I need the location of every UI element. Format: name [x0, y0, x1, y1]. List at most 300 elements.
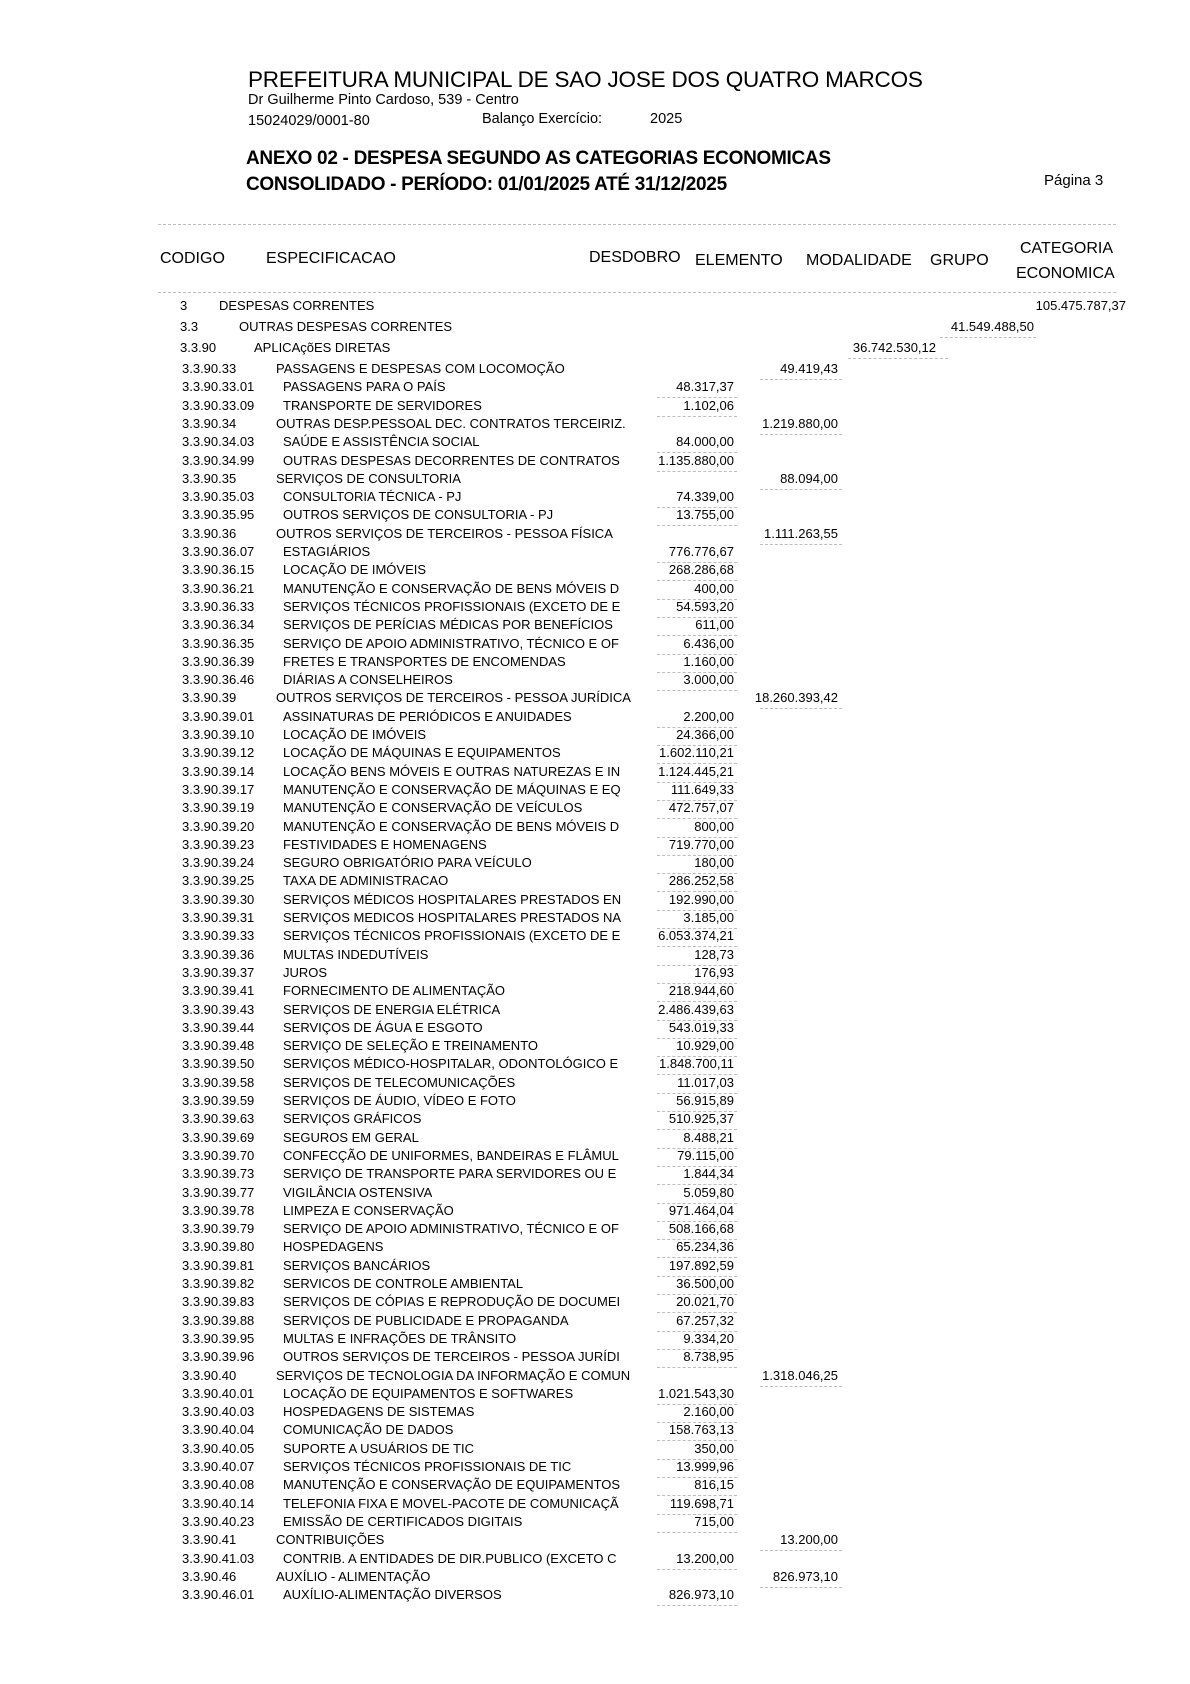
row-description: OUTROS SERVIÇOS DE TERCEIROS - PESSOA JURÍDICA [276, 690, 631, 706]
row-description: MULTAS INDEDUTÍVEIS [283, 946, 429, 962]
row-amount: 9.334,20 [683, 1330, 734, 1346]
row-code: 3.3.90.40.03 [182, 1404, 255, 1420]
col-header-modalidade: MODALIDADE [806, 252, 912, 269]
row-amount: 611,00 [695, 617, 734, 633]
row-code: 3.3.90.39.17 [182, 781, 255, 797]
amount-underline [940, 337, 1036, 338]
row-code: 3.3.90.40.23 [182, 1513, 255, 1529]
row-code: 3.3.90.34.99 [182, 452, 255, 468]
table-row [0, 1495, 1190, 1513]
row-amount: 816,15 [694, 1477, 734, 1493]
row-description: SERVIÇOS TÉCNICOS PROFISSIONAIS DE TIC [283, 1459, 572, 1474]
row-code: 3.3.90.39.36 [182, 946, 255, 962]
row-amount: 11.017,03 [677, 1074, 734, 1090]
row-description: SERVIÇOS BANCÁRIOS [283, 1257, 431, 1273]
row-amount: 74.339,00 [676, 489, 734, 505]
table-row [0, 1220, 1190, 1238]
row-amount: 1.602.110,21 [659, 745, 734, 761]
header-bottom-divider [158, 292, 1116, 293]
row-description: SERVIÇOS TÉCNICOS PROFISSIONAIS (EXCETO DE E [283, 598, 621, 614]
table-row [0, 1348, 1190, 1366]
row-amount: 20.021,70 [676, 1294, 734, 1310]
row-code: 3.3.90.41.03 [182, 1550, 255, 1566]
row-description: VIGILÂNCIA OSTENSIVA [283, 1184, 433, 1200]
row-amount: 6.436,00 [683, 635, 734, 651]
row-description: SERVIÇOS DE PUBLICIDADE E PROPAGANDA [283, 1312, 569, 1328]
row-amount: 88.094,00 [780, 470, 838, 486]
row-description: SUPORTE A USUÁRIOS DE TIC [283, 1440, 474, 1456]
row-amount: 13.999,96 [676, 1459, 734, 1474]
row-amount: 105.475.787,37 [1035, 298, 1126, 313]
row-code: 3.3.90.36.21 [182, 580, 255, 596]
row-description: OUTRAS DESP.PESSOAL DEC. CONTRATOS TERCEIRIZ. [276, 415, 626, 431]
row-description: DIÁRIAS A CONSELHEIROS [283, 672, 453, 688]
table-row [0, 726, 1190, 744]
row-amount: 13.755,00 [676, 507, 734, 523]
table-row [0, 1513, 1190, 1531]
row-code: 3.3.90.36.33 [182, 598, 255, 614]
row-description: FORNECIMENTO DE ALIMENTAÇÃO [283, 983, 505, 999]
balance-label: Balanço Exercício: [482, 111, 603, 127]
row-code: 3.3.90.40.04 [182, 1422, 255, 1438]
row-code: 3.3.90.39.33 [182, 928, 255, 944]
row-code: 3 [180, 298, 188, 313]
row-code: 3.3.90.39.12 [182, 745, 255, 761]
row-amount: 2.486.439,63 [658, 1001, 734, 1017]
row-code: 3.3.90.33.09 [182, 397, 255, 413]
org-title: PREFEITURA MUNICIPAL DE SAO JOSE DOS QUATRO MARCOS [248, 67, 923, 92]
row-description: TELEFONIA FIXA E MOVEL-PACOTE DE COMUNICAÇÃ [283, 1495, 619, 1511]
table-row [0, 1165, 1190, 1183]
row-description: SERVIÇOS DE CÓPIAS E REPRODUÇÃO DE DOCUMEI [283, 1294, 621, 1310]
report-annex-title: ANEXO 02 - DESPESA SEGUNDO AS CATEGORIAS ECONOMICAS [246, 148, 831, 169]
row-description: OUTROS SERVIÇOS DE TERCEIROS - PESSOA JURÍDI [283, 1349, 620, 1365]
row-description: PASSAGENS PARA O PAÍS [283, 379, 446, 395]
row-description: SERVIÇOS DE PERÍCIAS MÉDICAS POR BENEFÍCIOS [283, 617, 613, 633]
table-row [0, 982, 1190, 1000]
table-row [0, 506, 1190, 524]
row-description: SERVIÇOS DE ENERGIA ELÉTRICA [283, 1001, 501, 1017]
row-description: COMUNICAÇÃO DE DADOS [283, 1422, 454, 1438]
table-row [0, 543, 1190, 561]
row-amount: 472.757,07 [668, 800, 734, 816]
row-amount: 1.219.880,00 [762, 415, 838, 431]
col-header-codigo: CODIGO [160, 250, 225, 267]
row-description: SERVIÇOS DE TELECOMUNICAÇÕES [283, 1074, 516, 1090]
row-description: OUTRAS DESPESAS DECORRENTES DE CONTRATOS [283, 452, 620, 468]
table-row [0, 964, 1190, 982]
row-amount: 508.166,68 [668, 1221, 734, 1237]
row-description: CONTRIBUIÇÕES [276, 1532, 385, 1548]
row-description: FESTIVIDADES E HOMENAGENS [283, 836, 487, 852]
row-description: HOSPEDAGENS DE SISTEMAS [283, 1404, 475, 1420]
row-amount: 826.973,10 [772, 1568, 838, 1584]
row-amount: 36.500,00 [676, 1276, 734, 1291]
table-row [0, 1019, 1190, 1037]
row-description: HOSPEDAGENS [283, 1239, 384, 1255]
table-row [0, 1001, 1190, 1019]
row-description: SERVIÇOS DE CONSULTORIA [276, 470, 461, 486]
table-row [0, 909, 1190, 927]
row-code: 3.3.90.39.37 [182, 964, 255, 980]
table-row [0, 818, 1190, 836]
table-row [0, 1257, 1190, 1275]
row-code: 3.3.90.36.07 [182, 544, 255, 559]
row-code: 3.3.90.39.41 [182, 983, 255, 999]
row-description: SERVIÇO DE SELEÇÃO E TREINAMENTO [283, 1038, 539, 1054]
row-code: 3.3.90.36.46 [182, 672, 255, 688]
table-row [0, 360, 1190, 378]
table-row [0, 433, 1190, 451]
table-row [0, 561, 1190, 579]
row-code: 3.3.90.39.31 [182, 910, 255, 925]
row-code: 3.3.90.39.01 [182, 708, 255, 724]
row-amount: 268.286,68 [668, 562, 734, 578]
row-amount: 54.593,20 [676, 598, 734, 614]
row-code: 3.3.90.40.05 [182, 1440, 255, 1456]
row-amount: 2.200,00 [683, 708, 734, 724]
table-row [0, 339, 1190, 357]
table-row [0, 1440, 1190, 1458]
row-description: MANUTENÇÃO E CONSERVAÇÃO DE MÁQUINAS E EQ [283, 781, 621, 797]
row-description: APLICAçõES DIRETAS [254, 340, 391, 355]
table-row [0, 1147, 1190, 1165]
table-row [0, 580, 1190, 598]
row-code: 3.3.90.40.01 [182, 1385, 255, 1401]
row-amount: 13.200,00 [780, 1532, 838, 1548]
table-row [0, 1476, 1190, 1494]
row-code: 3.3.90.33 [182, 361, 237, 376]
table-row [0, 1293, 1190, 1311]
row-code: 3.3.90.39.88 [182, 1312, 255, 1328]
table-row [0, 318, 1190, 336]
row-amount: 13.200,00 [676, 1550, 734, 1566]
col-header-categoria: CATEGORIA [1020, 240, 1114, 257]
row-description: LOCAÇÃO DE MÁQUINAS E EQUIPAMENTOS [283, 745, 561, 761]
row-amount: 1.848.700,11 [659, 1056, 734, 1072]
row-code: 3.3.90.39.80 [182, 1239, 255, 1255]
header-top-divider [158, 224, 1116, 225]
table-row [0, 708, 1190, 726]
row-code: 3.3.90.40 [182, 1367, 237, 1383]
table-row [0, 616, 1190, 634]
row-code: 3.3.90.35.95 [182, 507, 255, 523]
row-amount: 1.102,06 [683, 397, 734, 413]
table-row [0, 1586, 1190, 1604]
row-code: 3.3.90.34.03 [182, 434, 255, 450]
row-code: 3.3.90.39.59 [182, 1093, 255, 1108]
report-period: CONSOLIDADO - PERÍODO: 01/01/2025 ATÉ 31/12/2025 [246, 174, 727, 195]
row-amount: 24.366,00 [676, 727, 734, 742]
col-header-desdobro: DESDOBRO [589, 249, 681, 266]
row-description: MANUTENÇÃO E CONSERVAÇÃO DE BENS MÓVEIS D [283, 580, 620, 596]
row-amount: 180,00 [694, 855, 734, 871]
row-code: 3.3.90.39.19 [182, 800, 255, 816]
row-amount: 65.234,36 [676, 1239, 734, 1255]
row-code: 3.3 [180, 319, 199, 334]
col-header-elemento: ELEMENTO [695, 252, 783, 269]
row-description: LOCAÇÃO DE IMÓVEIS [283, 727, 427, 742]
row-code: 3.3.90.35.03 [182, 489, 255, 505]
table-row [0, 525, 1190, 543]
row-amount: 158.763,13 [668, 1422, 734, 1438]
row-description: TRANSPORTE DE SERVIDORES [283, 397, 482, 413]
row-code: 3.3.90.39.77 [182, 1184, 255, 1200]
row-code: 3.3.90.39.43 [182, 1001, 255, 1017]
row-code: 3.3.90.33.01 [182, 379, 255, 395]
table-row [0, 598, 1190, 616]
col-header-grupo: GRUPO [930, 252, 989, 269]
row-description: SERVIÇOS DE ÁUDIO, VÍDEO E FOTO [283, 1093, 516, 1108]
table-row [0, 1092, 1190, 1110]
row-description: SERVIÇOS MÉDICO-HOSPITALAR, ODONTOLÓGICO E [283, 1056, 619, 1072]
row-description: MANUTENÇÃO E CONSERVAÇÃO DE EQUIPAMENTOS [283, 1477, 621, 1493]
row-code: 3.3.90.34 [182, 415, 237, 431]
table-row [0, 470, 1190, 488]
table-row [0, 1129, 1190, 1147]
table-row [0, 1074, 1190, 1092]
row-amount: 6.053.374,21 [658, 928, 734, 944]
row-amount: 10.929,00 [676, 1038, 734, 1054]
row-description: CONFECÇÃO DE UNIFORMES, BANDEIRAS E FLÂMUL [283, 1147, 619, 1163]
row-amount: 719.770,00 [668, 836, 734, 852]
row-code: 3.3.90.39.10 [182, 727, 255, 742]
table-row [0, 1110, 1190, 1128]
row-code: 3.3.90.39.70 [182, 1147, 255, 1163]
row-code: 3.3.90.39.20 [182, 818, 255, 834]
row-amount: 18.260.393,42 [754, 690, 838, 706]
row-amount: 826.973,10 [668, 1587, 734, 1603]
row-code: 3.3.90.40.07 [182, 1459, 255, 1474]
row-description: SEGUROS EM GERAL [283, 1129, 419, 1145]
row-code: 3.3.90.35 [182, 470, 237, 486]
row-description: LOCAÇÃO BENS MÓVEIS E OUTRAS NATUREZAS E IN [283, 763, 621, 779]
row-code: 3.3.90.39.58 [182, 1074, 255, 1090]
row-amount: 543.019,33 [668, 1019, 734, 1035]
row-amount: 776.776,67 [668, 544, 734, 559]
amount-underline [848, 358, 948, 359]
row-description: LIMPEZA E CONSERVAÇÃO [283, 1202, 454, 1218]
row-amount: 1.135.880,00 [658, 452, 734, 468]
row-amount: 5.059,80 [683, 1184, 734, 1200]
row-code: 3.3.90.39.44 [182, 1019, 255, 1035]
row-description: MANUTENÇÃO E CONSERVAÇÃO DE VEÍCULOS [283, 800, 583, 816]
row-code: 3.3.90.36.34 [182, 617, 255, 633]
row-description: MULTAS E INFRAÇÕES DE TRÂNSITO [283, 1330, 517, 1346]
row-description: CONTRIB. A ENTIDADES DE DIR.PUBLICO (EXCETO C [283, 1550, 617, 1566]
amount-underline [657, 1605, 737, 1606]
table-row [0, 872, 1190, 890]
row-amount: 1.318.046,25 [762, 1367, 838, 1383]
table-row [0, 1421, 1190, 1439]
row-amount: 3.000,00 [683, 672, 734, 688]
table-row [0, 744, 1190, 762]
row-description: SAÚDE E ASSISTÊNCIA SOCIAL [283, 434, 480, 450]
row-code: 3.3.90.39.63 [182, 1111, 255, 1127]
table-row [0, 763, 1190, 781]
table-row [0, 854, 1190, 872]
row-amount: 1.160,00 [683, 653, 734, 669]
row-code: 3.3.90.39.50 [182, 1056, 255, 1072]
row-description: OUTROS SERVIÇOS DE TERCEIROS - PESSOA FÍSICA [276, 525, 613, 541]
table-row [0, 415, 1190, 433]
row-amount: 128,73 [694, 946, 734, 962]
row-amount: 350,00 [694, 1440, 734, 1456]
row-amount: 971.464,04 [668, 1202, 734, 1218]
table-row [0, 1403, 1190, 1421]
page-number: Página 3 [1044, 172, 1104, 189]
row-amount: 3.185,00 [683, 910, 734, 925]
col-header-especificacao: ESPECIFICACAO [266, 250, 396, 267]
table-row [0, 781, 1190, 799]
row-code: 3.3.90.39.95 [182, 1330, 255, 1346]
row-description: SERVICOS DE CONTROLE AMBIENTAL [283, 1276, 524, 1291]
table-row [0, 297, 1190, 315]
table-row [0, 836, 1190, 854]
table-row [0, 452, 1190, 470]
table-row [0, 799, 1190, 817]
row-description: SERVIÇOS TÉCNICOS PROFISSIONAIS (EXCETO DE E [283, 928, 621, 944]
row-code: 3.3.90.39.79 [182, 1221, 255, 1237]
row-code: 3.3.90.36.35 [182, 635, 255, 651]
col-header-economica: ECONOMICA [1016, 265, 1115, 282]
row-description: ESTAGIÁRIOS [283, 544, 371, 559]
row-amount: 715,00 [694, 1513, 734, 1529]
table-row [0, 1531, 1190, 1549]
row-description: SERVIÇOS MEDICOS HOSPITALARES PRESTADOS NA [283, 910, 622, 925]
row-description: AUXÍLIO-ALIMENTAÇÃO DIVERSOS [283, 1587, 502, 1603]
table-row [0, 689, 1190, 707]
row-amount: 197.892,59 [668, 1257, 734, 1273]
row-code: 3.3.90.36 [182, 525, 237, 541]
row-description: SERVIÇOS DE ÁGUA E ESGOTO [283, 1019, 483, 1035]
row-code: 3.3.90.46.01 [182, 1587, 255, 1603]
row-amount: 286.252,58 [668, 873, 734, 889]
row-amount: 218.944,60 [668, 983, 734, 999]
row-code: 3.3.90.39 [182, 690, 237, 706]
table-row [0, 378, 1190, 396]
row-description: SEGURO OBRIGATÓRIO PARA VEÍCULO [283, 855, 532, 871]
row-description: SERVIÇO DE APOIO ADMINISTRATIVO, TÉCNICO E OF [283, 1221, 619, 1237]
row-code: 3.3.90.40.08 [182, 1477, 255, 1493]
row-description: ASSINATURAS DE PERIÓDICOS E ANUIDADES [283, 708, 572, 724]
table-row [0, 1550, 1190, 1568]
row-amount: 48.317,37 [676, 379, 734, 395]
table-row [0, 1312, 1190, 1330]
row-amount: 8.738,95 [683, 1349, 734, 1365]
row-amount: 400,00 [694, 580, 734, 596]
org-cnpj: 15024029/0001-80 [248, 113, 370, 129]
row-amount: 1.021.543,30 [658, 1385, 734, 1401]
row-code: 3.3.90.39.48 [182, 1038, 255, 1054]
row-amount: 192.990,00 [668, 891, 734, 907]
table-row [0, 891, 1190, 909]
row-amount: 1.844,34 [683, 1166, 734, 1182]
table-row [0, 1330, 1190, 1348]
row-code: 3.3.90.39.14 [182, 763, 255, 779]
row-code: 3.3.90.39.69 [182, 1129, 255, 1145]
row-amount: 800,00 [694, 818, 734, 834]
row-amount: 119.698,71 [669, 1495, 734, 1511]
table-row [0, 1037, 1190, 1055]
row-code: 3.3.90.39.30 [182, 891, 255, 907]
row-code: 3.3.90.41 [182, 1532, 237, 1548]
row-code: 3.3.90.39.96 [182, 1349, 255, 1365]
balance-year: 2025 [650, 111, 683, 127]
row-code: 3.3.90.39.24 [182, 855, 255, 871]
row-description: MANUTENÇÃO E CONSERVAÇÃO DE BENS MÓVEIS D [283, 818, 620, 834]
table-row [0, 1184, 1190, 1202]
row-code: 3.3.90.36.39 [182, 653, 255, 669]
row-code: 3.3.90.39.81 [182, 1257, 255, 1273]
row-code: 3.3.90.39.83 [182, 1294, 255, 1310]
row-amount: 2.160,00 [683, 1404, 734, 1420]
table-row [0, 635, 1190, 653]
row-amount: 111.649,33 [670, 781, 734, 797]
table-row [0, 488, 1190, 506]
row-amount: 1.111.263,55 [764, 525, 838, 541]
table-row [0, 1367, 1190, 1385]
table-row [0, 671, 1190, 689]
row-description: SERVIÇOS GRÁFICOS [283, 1111, 422, 1127]
row-description: SERVIÇO DE APOIO ADMINISTRATIVO, TÉCNICO E OF [283, 635, 619, 651]
row-code: 3.3.90.39.23 [182, 836, 255, 852]
table-row [0, 1238, 1190, 1256]
row-description: LOCAÇÃO DE IMÓVEIS [283, 562, 427, 578]
row-amount: 56.915,89 [676, 1093, 734, 1108]
row-amount: 1.124.445,21 [658, 763, 734, 779]
row-code: 3.3.90.39.25 [182, 873, 255, 889]
table-row [0, 1055, 1190, 1073]
row-amount: 84.000,00 [676, 434, 734, 450]
row-amount: 510.925,37 [668, 1111, 734, 1127]
table-row [0, 397, 1190, 415]
row-description: OUTROS SERVIÇOS DE CONSULTORIA - PJ [283, 507, 554, 523]
table-row [0, 1275, 1190, 1293]
row-amount: 79.115,00 [677, 1147, 734, 1163]
row-description: TAXA DE ADMINISTRACAO [283, 873, 449, 889]
row-description: SERVIÇOS MÉDICOS HOSPITALARES PRESTADOS EN [283, 891, 622, 907]
table-row [0, 1568, 1190, 1586]
row-code: 3.3.90.39.82 [182, 1276, 255, 1291]
row-description: LOCAÇÃO DE EQUIPAMENTOS E SOFTWARES [283, 1385, 574, 1401]
table-row [0, 927, 1190, 945]
row-description: DESPESAS CORRENTES [219, 298, 375, 313]
row-description: OUTRAS DESPESAS CORRENTES [239, 319, 453, 334]
row-description: CONSULTORIA TÉCNICA - PJ [283, 489, 462, 505]
table-row [0, 946, 1190, 964]
table-row [0, 1202, 1190, 1220]
row-amount: 176,93 [694, 964, 734, 980]
row-description: SERVIÇOS DE TECNOLOGIA DA INFORMAÇÃO E COMUN [276, 1367, 631, 1383]
row-description: EMISSÃO DE CERTIFICADOS DIGITAIS [283, 1513, 523, 1529]
row-description: SERVIÇO DE TRANSPORTE PARA SERVIDORES OU E [283, 1166, 617, 1182]
row-amount: 36.742.530,12 [852, 340, 936, 355]
org-address: Dr Guilherme Pinto Cardoso, 539 - Centro [248, 92, 519, 108]
row-code: 3.3.90.40.14 [182, 1495, 255, 1511]
table-row [0, 1385, 1190, 1403]
row-amount: 49.419,43 [780, 361, 838, 376]
row-code: 3.3.90.39.73 [182, 1166, 255, 1182]
table-row [0, 653, 1190, 671]
table-row [0, 1458, 1190, 1476]
row-code: 3.3.90.46 [182, 1568, 237, 1584]
row-amount: 41.549.488,50 [950, 319, 1034, 334]
row-amount: 67.257,32 [676, 1312, 734, 1328]
row-code: 3.3.90.39.78 [182, 1202, 255, 1218]
row-amount: 8.488,21 [683, 1129, 734, 1145]
row-description: AUXÍLIO - ALIMENTAÇÃO [276, 1568, 431, 1584]
